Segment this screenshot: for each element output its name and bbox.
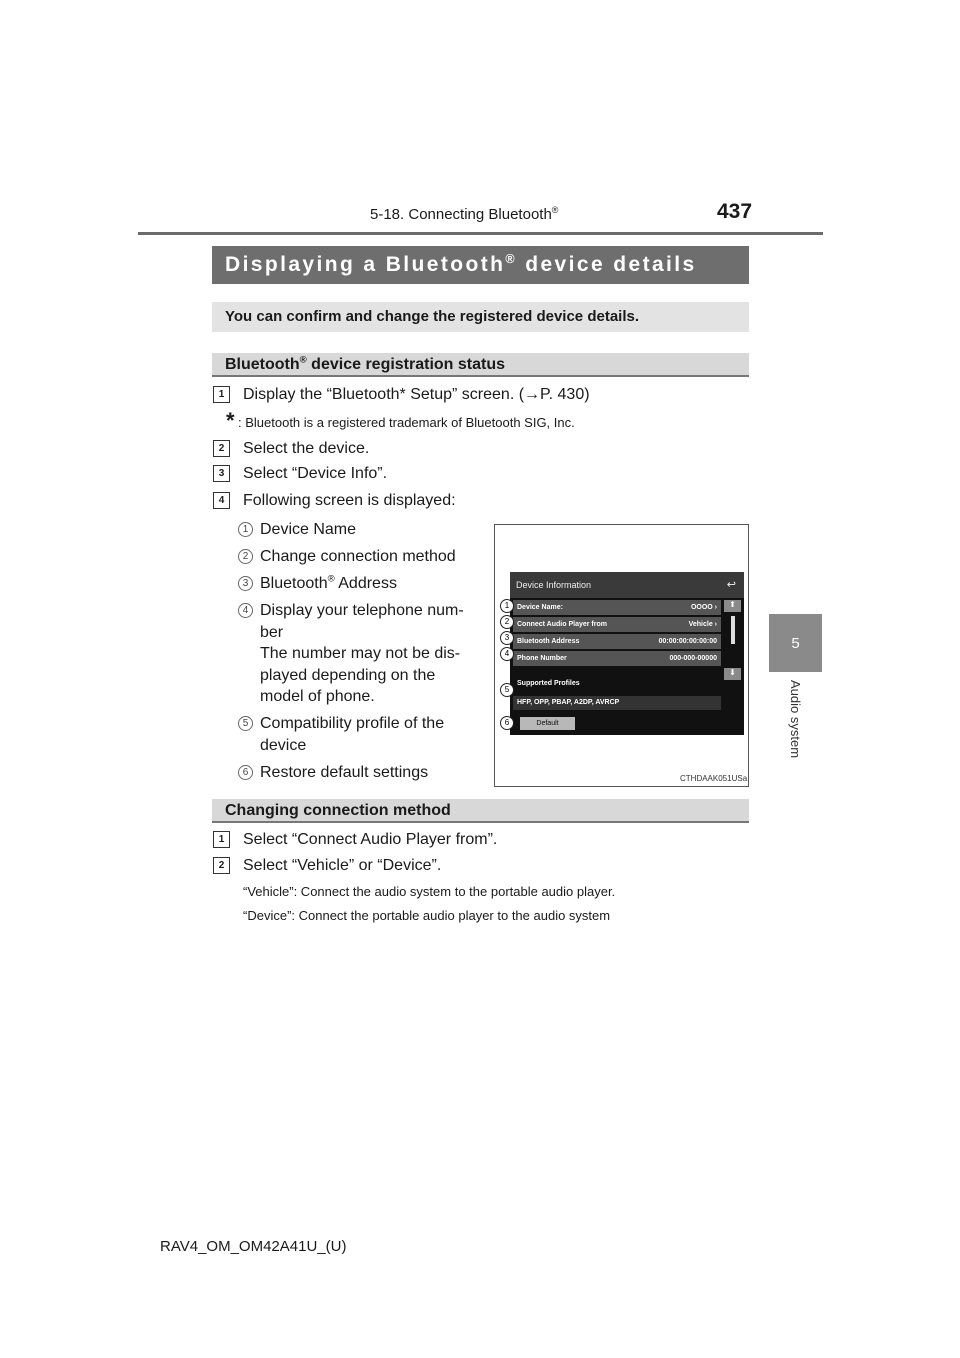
bluetooth-address-row: Bluetooth Address 00:00:00:00:00:00 [513, 634, 721, 649]
device-information-screen [510, 572, 744, 735]
phone-number-row: Phone Number 000-000-00000 [513, 651, 721, 666]
step-number: 1 [213, 831, 230, 848]
page-number: 437 [717, 200, 753, 223]
item-number: 2 [238, 549, 253, 564]
callout: 2 [500, 615, 514, 629]
item-text: Restore default settings [260, 764, 429, 781]
step-text: Display the “Bluetooth* Setup” screen. (→P. 430) [243, 386, 590, 403]
default-button[interactable]: Default [520, 717, 575, 730]
step-text: Select “Vehicle” or “Device”. [243, 857, 442, 874]
step-text: Select the device. [243, 440, 370, 457]
supported-profiles-value: HFP, OPP, PBAP, A2DP, AVRCP [513, 696, 721, 710]
item-number: 3 [238, 576, 253, 591]
item-number: 4 [238, 603, 253, 618]
connect-audio-player-row[interactable]: Connect Audio Player from Vehicle › [513, 617, 721, 632]
callout: 5 [500, 683, 514, 697]
back-icon[interactable]: ↩ [726, 579, 736, 591]
chapter-tab: 5 [769, 614, 822, 672]
item-text: Device Name [260, 521, 357, 538]
scroll-down-icon[interactable]: ⬇ [724, 668, 741, 680]
intro-box: You can confirm and change the registered device details. [212, 302, 749, 332]
supported-profiles-label: Supported Profiles [517, 680, 580, 687]
callout: 1 [500, 599, 514, 613]
device-name-row[interactable]: Device Name: OOOO › [513, 600, 721, 615]
scrollbar[interactable] [731, 616, 735, 644]
step-number: 2 [213, 857, 230, 874]
callout: 3 [500, 631, 514, 645]
section-heading-registration-status: Bluetooth® device registration status [212, 353, 749, 377]
item-text: Bluetooth® Address [260, 573, 397, 592]
item-text: Change connection method [260, 548, 456, 565]
step-text: Select “Device Info”. [243, 465, 388, 482]
step-number: 3 [213, 465, 230, 482]
page-title: Displaying a Bluetooth® device details [212, 246, 749, 284]
callout: 4 [500, 647, 514, 661]
step-text: Following screen is displayed: [243, 492, 456, 509]
footnote: : Bluetooth is a registered trademark of Bluetooth SIG, Inc. [238, 415, 575, 430]
step-text: Select “Connect Audio Player from”. [243, 831, 498, 848]
item-number: 1 [238, 522, 253, 537]
footnote-mark: * [226, 408, 235, 433]
screen-title-bar: Device Information ↩ [510, 572, 744, 598]
callout: 6 [500, 716, 514, 730]
figure-code: CTHDAAK051USa [680, 774, 748, 783]
scroll-up-icon[interactable]: ⬆ [724, 600, 741, 612]
note-device: “Device”: Connect the portable audio player to the audio system [243, 908, 611, 923]
step-number: 4 [213, 492, 230, 509]
item-number: 5 [238, 716, 253, 731]
note-vehicle: “Vehicle”: Connect the audio system to the portable audio player. [243, 884, 616, 899]
item-text: Compatibility profile of the device [260, 715, 445, 754]
item-text: Display your telephone num- ber The number may not be dis- played depending on the model of phone. [260, 602, 464, 705]
step-number: 2 [213, 440, 230, 457]
header-rule [138, 232, 823, 235]
step-number: 1 [213, 386, 230, 403]
chapter-name: Audio system [788, 680, 803, 759]
manual-code-footer: RAV4_OM_OM42A41U_(U) [160, 1238, 347, 1255]
section-heading-connection-method: Changing connection method [212, 799, 749, 823]
item-number: 6 [238, 765, 253, 780]
running-header-section: 5-18. Connecting Bluetooth® [370, 205, 559, 223]
